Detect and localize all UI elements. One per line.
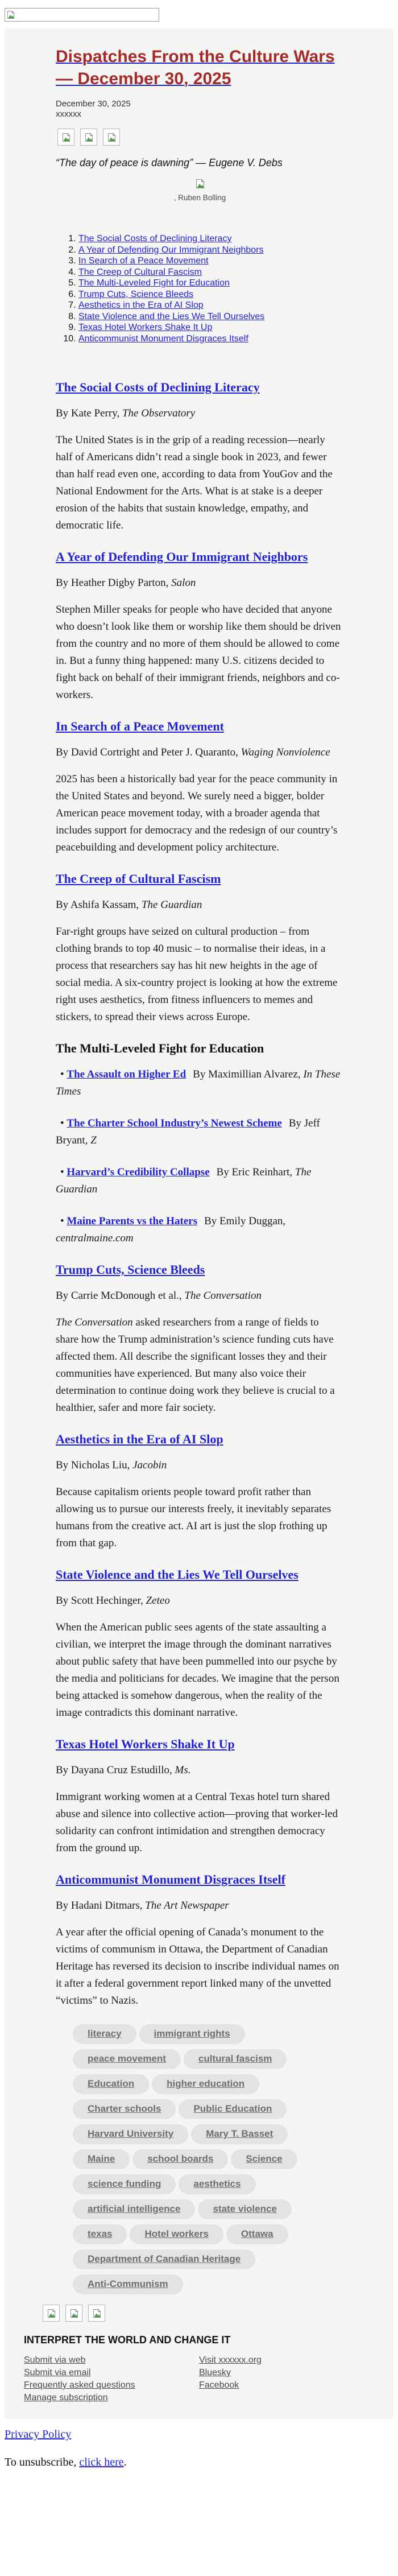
byline: By Ashifa Kassam, The Guardian [56,899,202,911]
share-icon-1[interactable] [43,2305,60,2322]
newsletter-body [5,28,393,2419]
redacted-text: xxxxxx [56,109,81,119]
broken-image-icon [85,133,93,142]
tag-aesthetics[interactable]: aesthetics [179,2174,255,2194]
toc-link-5[interactable]: The Multi-Leveled Fight for Education [78,278,230,288]
share-icon-3[interactable] [88,2305,105,2322]
toc-item [78,322,344,333]
share-icons-top [57,129,344,146]
source-name: Salon [171,577,196,589]
article-title-link[interactable]: The Creep of Cultural Fascism [56,872,221,886]
share-icon-1[interactable] [57,129,74,146]
submit-via-web-link[interactable]: Submit via web [24,2355,86,2365]
article-section-9 [56,1736,344,1857]
facebook-link[interactable]: Facebook [199,2380,239,2390]
article-section-10 [56,1872,344,2009]
tag-maine[interactable]: Maine [73,2149,130,2169]
toc-link-4[interactable]: The Creep of Cultural Fascism [78,267,202,277]
toc-item [78,289,344,300]
article-summary: Immigrant working women at a Central Texas hotel turn shared abuse and silence into collective action—proving that worker-led solidarity can confront intimidation and strengthen democracy from the ground up. [56,1791,338,1854]
toc-item [78,311,344,323]
article-title-link[interactable]: Anticommunist Monument Disgraces Itself [56,1872,285,1886]
byline: By Heather Digby Parton, Salon [56,577,196,589]
source-name: The Art Newspaper [145,1900,229,1912]
tag-charter-schools[interactable]: Charter schools [73,2099,176,2119]
source-name: The Observatory [122,407,196,419]
article-summary: Stephen Miller speaks for people who have decided that anyone who doesn’t look like them or worship like them should be driven from the country and no more of them should be allowed to come in. But a funny thing happened: many U.S. citizens decided to fight back on behalf of their immigrant friends, neighbors and co-workers. [56,604,341,701]
table-of-contents [56,233,344,344]
article-title-link[interactable]: Maine Parents vs the Haters [67,1215,198,1227]
source-name: centralmaine.com [56,1232,134,1244]
source-name: Jacobin [132,1459,167,1471]
footer-links-right [199,2354,262,2404]
bullet-article: • Maine Parents vs the Haters By Emily Duggan, centralmaine.com [56,1215,286,1244]
share-icon-2[interactable] [80,129,97,146]
bullet-icon: • [60,1068,64,1080]
toc-item [78,267,344,278]
faq-link[interactable]: Frequently asked questions [24,2380,135,2390]
page-title[interactable]: Dispatches From the Culture Wars — December 30, 2025 [56,47,335,88]
tag-mary-t-basset[interactable]: Mary T. Basset [191,2124,288,2144]
article-section-5 [56,1041,344,1247]
source-name: The Guardian [141,899,202,911]
manage-subscription-link[interactable]: Manage subscription [24,2393,108,2402]
article-section-2 [56,549,344,704]
article-title-link[interactable]: Trump Cuts, Science Bleeds [56,1262,205,1277]
section-heading: The Multi-Leveled Fight for Education [56,1041,264,1055]
tag-hotel-workers[interactable]: Hotel workers [130,2224,223,2244]
toc-item [78,245,344,256]
byline: By Scott Hechinger, Zeteo [56,1595,170,1607]
bullet-icon: • [60,1166,64,1178]
tag-literacy[interactable]: literacy [73,2024,136,2044]
tag-anti-communism[interactable]: Anti-Communism [73,2274,183,2294]
unsubscribe-link[interactable]: click here [79,2456,124,2468]
toc-item [78,333,344,345]
toc-link-6[interactable]: Trump Cuts, Science Bleeds [78,289,194,299]
figure-caption: , Ruben Bolling [173,193,226,202]
article-title-link[interactable]: In Search of a Peace Movement [56,719,224,733]
tag-science[interactable]: Science [231,2149,297,2169]
epigraph-quote: “The day of peace is dawning” — Eugene V. Debs [56,157,283,168]
source-name-inline: The Conversation [56,1316,133,1328]
toc-link-8[interactable]: State Violence and the Lies We Tell Ourselves [78,311,265,321]
article-section-4 [56,871,344,1026]
article-summary: When the American public sees agents of the state assaulting a civilian, we interpret the image through the dominant narratives about public safety that have been pummelled into our psyche by the media and politicians for decades. We imagine that the person being attacked is somehow dangerous, when the reality of the image contradicts this dominant narrative. [56,1621,339,1719]
tag-artificial-intelligence[interactable]: artificial intelligence [73,2199,195,2219]
article-summary: 2025 has been a historically bad year for the peace community in the United States and beyond. We surely need a bigger, bolder American peace movement today, with a broader agenda that includes support for democracy and the redesign of our country’s peacebuilding and development policy architecture. [56,773,338,853]
tag-peace-movement[interactable]: peace movement [73,2049,181,2069]
article-title-link[interactable]: State Violence and the Lies We Tell Ourselves [56,1567,298,1582]
source-name: Waging Nonviolence [241,746,330,758]
bluesky-link[interactable]: Bluesky [199,2368,231,2377]
toc-link-10[interactable]: Anticommunist Monument Disgraces Itself [78,333,248,344]
broken-image-icon [70,2309,78,2318]
footer-heading: INTERPRET THE WORLD AND CHANGE IT [24,2334,231,2346]
tag-education[interactable]: Education [73,2074,149,2094]
tag-higher-education[interactable]: higher education [152,2074,259,2094]
byline: By Kate Perry, The Observatory [56,407,196,419]
legal-links [5,2428,398,2469]
tag-state-violence[interactable]: state violence [198,2199,291,2219]
article-summary: A year after the official opening of Canada’s monument to the victims of communism in Ottawa, the Department of Canadian Heritage has reversed its decision to inscribe individual names on it after a federal government report linked many of the unvetted “victims” to Nazis. [56,1926,339,2007]
toc-link-9[interactable]: Texas Hotel Workers Shake It Up [78,323,213,332]
article-title-link[interactable]: Aesthetics in the Era of AI Slop [56,1432,223,1446]
article-title-link[interactable]: The Assault on Higher Ed [67,1068,186,1080]
tag-science-funding[interactable]: science funding [73,2174,176,2194]
broken-image-icon [107,133,116,142]
article-section-8 [56,1567,344,1722]
newsletter-footer [24,2334,344,2404]
issue-date: December 30, 2025 [56,99,131,109]
article-summary: The Conversation asked researchers from a range of fields to share how the Trump administration’s science funding cuts have affected them. All describe the significant losses they and their communities have experienced. But many also voice their determination to continue doing work they believe is crucial to a healthier, safer and more fair society. [56,1316,335,1414]
broken-image-icon [196,179,205,189]
tag-school-boards[interactable]: school boards [132,2149,228,2169]
toc-link-3[interactable]: In Search of a Peace Movement [78,256,209,266]
source-name: The Conversation [184,1290,262,1302]
source-name: Z [90,1134,97,1146]
article-title-link[interactable]: Texas Hotel Workers Shake It Up [56,1737,235,1751]
tag-cultural-fascism[interactable]: cultural fascism [184,2049,287,2069]
toc-item [78,300,344,311]
tag-list [73,2024,340,2294]
byline: By Dayana Cruz Estudillo, Ms. [56,1764,191,1776]
tag-immigrant-rights[interactable]: immigrant rights [139,2024,245,2044]
article-section-6 [56,1262,344,1417]
byline: By Hadani Ditmars, The Art Newspaper [56,1900,229,1912]
bullet-article: • Harvard’s Credibility Collapse By Eric Reinhart, The Guardian [56,1166,312,1195]
share-icons-bottom [43,2305,344,2322]
source-name: In These Times [56,1068,341,1097]
article-summary: Because capitalism orients people toward profit rather than allowing us to pursue our interests freely, it inevitably separates humans from the creative act. AI art is just the slop frothing up from that gap. [56,1486,331,1549]
visit-site-link[interactable]: Visit xxxxxx.org [199,2355,262,2365]
article-title-link[interactable]: The Charter School Industry’s Newest Scheme [67,1117,282,1129]
tag-harvard-university[interactable]: Harvard University [73,2124,188,2144]
tag-texas[interactable]: texas [73,2224,127,2244]
byline: By Nicholas Liu, Jacobin [56,1459,167,1471]
bullet-article: • The Charter School Industry’s Newest Scheme By Jeff Bryant, Z [56,1117,320,1146]
article-summary: Far-right groups have seized on cultural production – from clothing brands to top 40 music – to normalise their ideas, in a process that researchers say has hit new heights in the age of social media. A six-country project is looking at how the extreme right uses aesthetics, from fitness influencers to memes and stickers, to spread their views across Europe. [56,926,338,1023]
broken-image-icon [47,2309,56,2318]
article-title-link[interactable]: Harvard’s Credibility Collapse [67,1166,210,1178]
article-section-1 [56,379,344,534]
privacy-policy-link[interactable]: Privacy Policy [5,2428,72,2441]
tag-ottawa[interactable]: Ottawa [226,2224,288,2244]
submit-via-email-link[interactable]: Submit via email [24,2368,91,2377]
toc-item [78,233,344,245]
unsubscribe-line: To unsubscribe, click here. [5,2456,127,2468]
bullet-icon: • [60,1117,64,1129]
toc-item [78,255,344,267]
tag-department-of-canadian-heritage[interactable]: Department of Canadian Heritage [73,2249,255,2269]
cartoon-figure [56,179,344,203]
source-name: Zeteo [146,1595,170,1607]
toc-link-7[interactable]: Aesthetics in the Era of AI Slop [78,300,204,310]
broken-image-icon [62,133,71,142]
byline: By Carrie McDonough et al., The Conversation [56,1290,262,1302]
article-section-7 [56,1431,344,1552]
article-section-3 [56,719,344,856]
toc-item [78,278,344,289]
tag-public-education[interactable]: Public Education [179,2099,287,2119]
byline: By David Cortright and Peter J. Quaranto, Waging Nonviolence [56,746,330,758]
footer-links-left [24,2354,199,2404]
bullet-article: • The Assault on Higher Ed By Maximillian Alvarez, In These Times [56,1068,341,1097]
share-icon-3[interactable] [103,129,120,146]
share-icon-2[interactable] [65,2305,82,2322]
article-title-link[interactable]: The Social Costs of Declining Literacy [56,380,260,394]
article-title-link[interactable]: A Year of Defending Our Immigrant Neighbors [56,550,308,564]
broken-image-icon [7,10,15,19]
toc-link-1[interactable]: The Social Costs of Declining Literacy [78,234,232,243]
toc-link-2[interactable]: A Year of Defending Our Immigrant Neighbors [78,245,264,255]
bullet-icon: • [60,1215,64,1227]
source-name: Ms. [175,1764,191,1776]
source-name: The Guardian [56,1166,312,1195]
article-summary: The United States is in the grip of a reading recession—nearly half of Americans didn’t read a single book in 2023, and fewer than half read even one, according to data from YouGov and the National Endowment for the Arts. What is at stake is a deeper erosion of the habits that sustain knowledge, empathy, and democratic life. [56,434,333,531]
broken-image-icon [93,2309,101,2318]
banner-image-placeholder [5,8,159,22]
